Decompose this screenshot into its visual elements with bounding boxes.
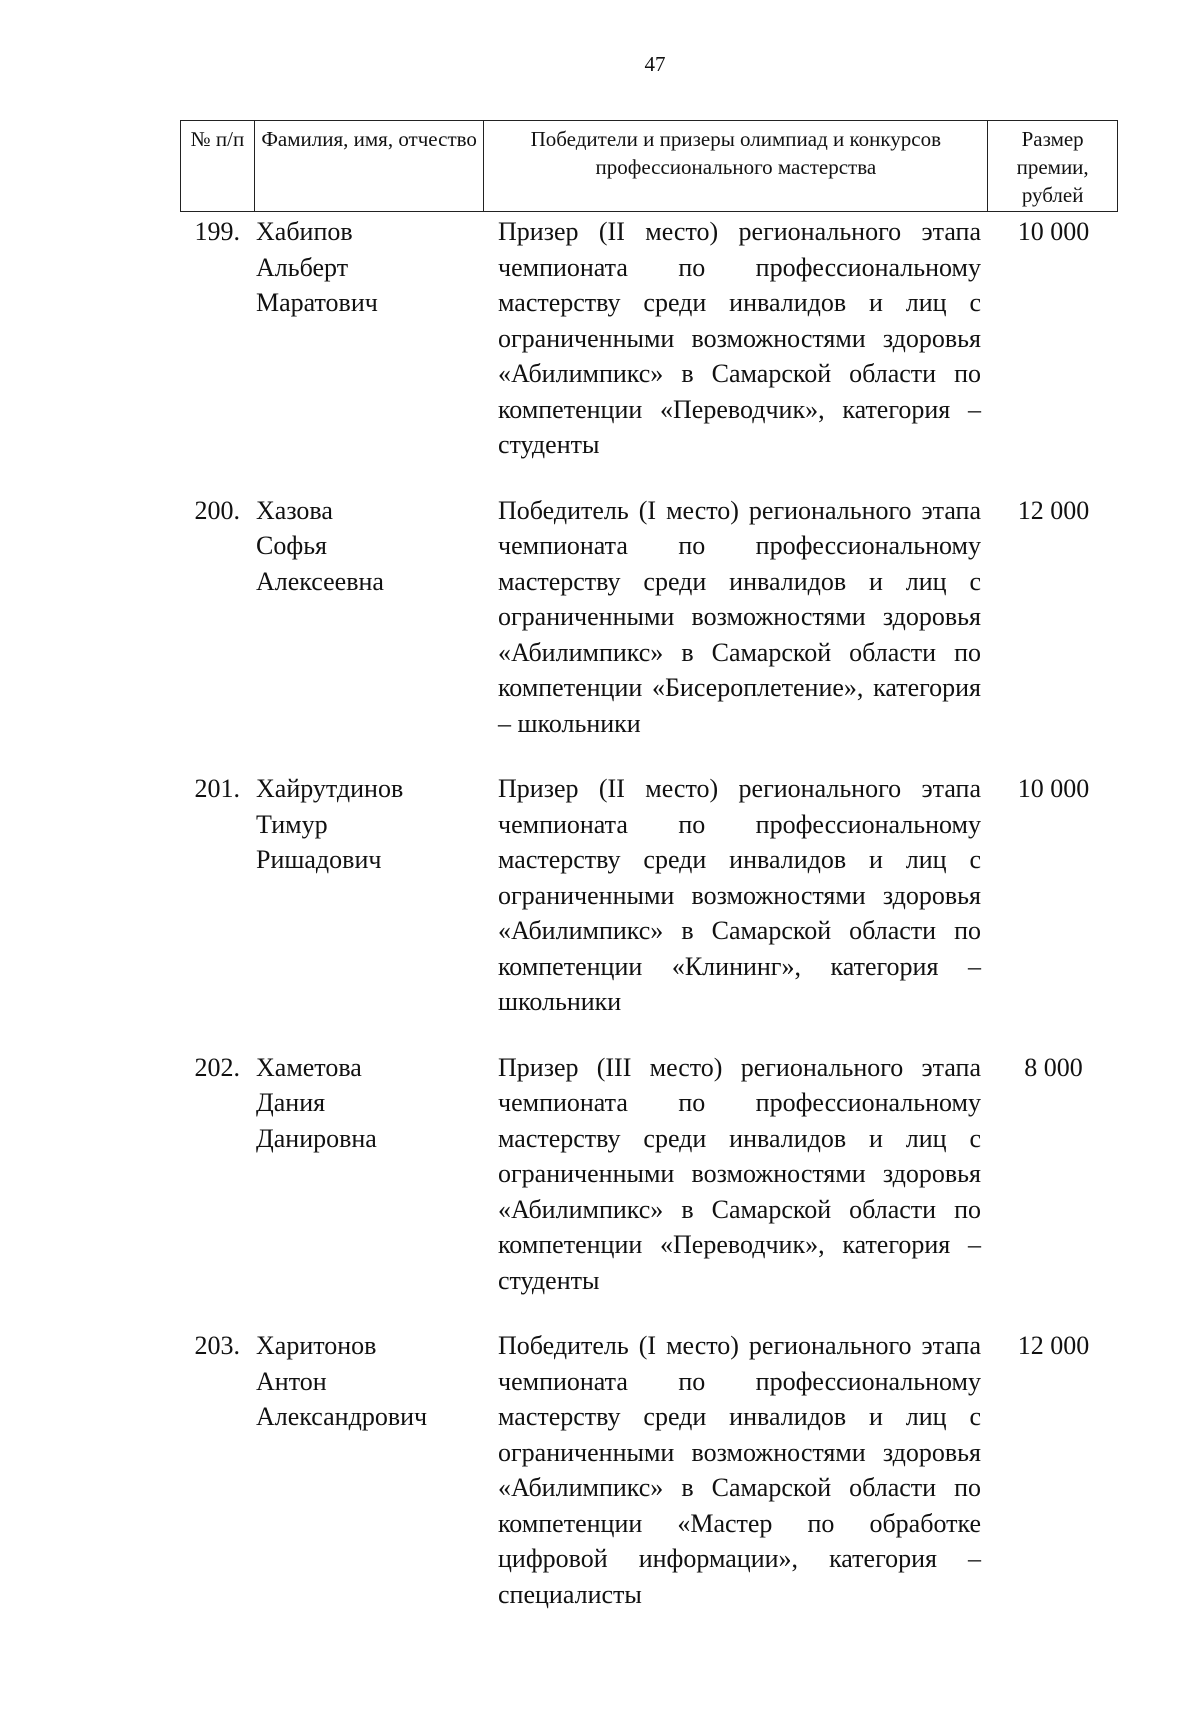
row-prize: 10 000 [1017, 217, 1090, 246]
row-description [484, 493, 989, 742]
row-number: 201. [194, 774, 240, 803]
row-first-name: Софья [256, 531, 328, 560]
row-number: 203. [194, 1331, 240, 1360]
row-first-name: Антон [256, 1366, 327, 1396]
row-description-text: Призер (II место) регионального этапа чемпионата по профессиональному мастерству среди инвалидов и лиц с ограниченными возможностями здоровья «Абилимпикс» в Самарской области по компетенции «Клининг», категория – школьники [498, 774, 981, 1016]
row-description-text: Призер (II место) регионального этапа чемпионата по профессиональному мастерству среди инвалидов и лиц с ограниченными возможностями здоровья «Абилимпикс» в Самарской области по компетенции «Переводчик», категория – студенты [498, 217, 981, 459]
row-number: 199. [194, 217, 240, 246]
row-prize: 10 000 [1017, 774, 1090, 803]
row-first-name: Дания [256, 1088, 326, 1117]
row-description-text: Победитель (I место) регионального этапа чемпионата по профессиональному мастерству среди инвалидов и лиц с ограниченными возможностями здоровья «Абилимпикс» в Самарской области по компетенции «Бисероплетение», категория – школьники [498, 495, 981, 738]
row-surname: Хайрутдинов [256, 774, 404, 803]
header-name: Фамилия, имя, отчество [255, 121, 485, 211]
row-patronymic: Маратович [256, 288, 378, 317]
row-number: 202. [194, 1052, 240, 1082]
row-surname: Харитонов [256, 1331, 377, 1360]
table-row [180, 1050, 1118, 1299]
header-number: № п/п [181, 121, 255, 211]
row-prize: 12 000 [1017, 1331, 1090, 1360]
row-surname: Хаметова [256, 1052, 362, 1082]
row-description [484, 214, 989, 463]
row-description-text: Призер (III место) регионального этапа чемпионата по профессиональному мастерству среди инвалидов и лиц с ограниченными возможностями здоровья «Абилимпикс» в Самарской области по компетенции «Переводчик», категория – студенты [498, 1052, 981, 1295]
row-prize: 12 000 [1017, 495, 1090, 525]
table-row [180, 493, 1118, 742]
row-first-name: Тимур [256, 809, 328, 839]
row-patronymic: Данировна [256, 1123, 377, 1153]
page-number: 47 [644, 52, 666, 76]
header-prize: Размер премии, рублей [1016, 127, 1089, 207]
row-patronymic: Алексеевна [256, 566, 384, 596]
row-description-text: Победитель (I место) регионального этапа чемпионата по профессиональному мастерству среди инвалидов и лиц с ограниченными возможностями здоровья «Абилимпикс» в Самарской области по компетенции «Мастер по обработке цифровой информации», категория – специалисты [498, 1331, 981, 1609]
row-patronymic: Александрович [256, 1402, 428, 1431]
row-description [484, 1328, 989, 1612]
row-first-name: Альберт [256, 252, 349, 282]
row-patronymic: Ришадович [256, 845, 382, 874]
row-surname: Хабипов [256, 217, 353, 246]
row-description [484, 771, 989, 1020]
row-description [484, 1050, 989, 1299]
row-full-name [254, 771, 484, 1020]
row-full-name [254, 214, 484, 463]
table-row [180, 771, 1118, 1020]
table-row [180, 214, 1118, 463]
table-row [180, 1328, 1118, 1612]
row-full-name [254, 1050, 484, 1299]
row-number: 200. [194, 495, 240, 525]
row-full-name [254, 493, 484, 742]
header-description: Победители и призеры олимпиад и конкурсов профессионального мастерства [484, 121, 988, 211]
table-body [180, 214, 1118, 1612]
table-header [180, 120, 1118, 212]
row-surname: Хазова [256, 495, 333, 525]
row-prize: 8 000 [1024, 1052, 1083, 1082]
row-full-name [254, 1328, 484, 1612]
